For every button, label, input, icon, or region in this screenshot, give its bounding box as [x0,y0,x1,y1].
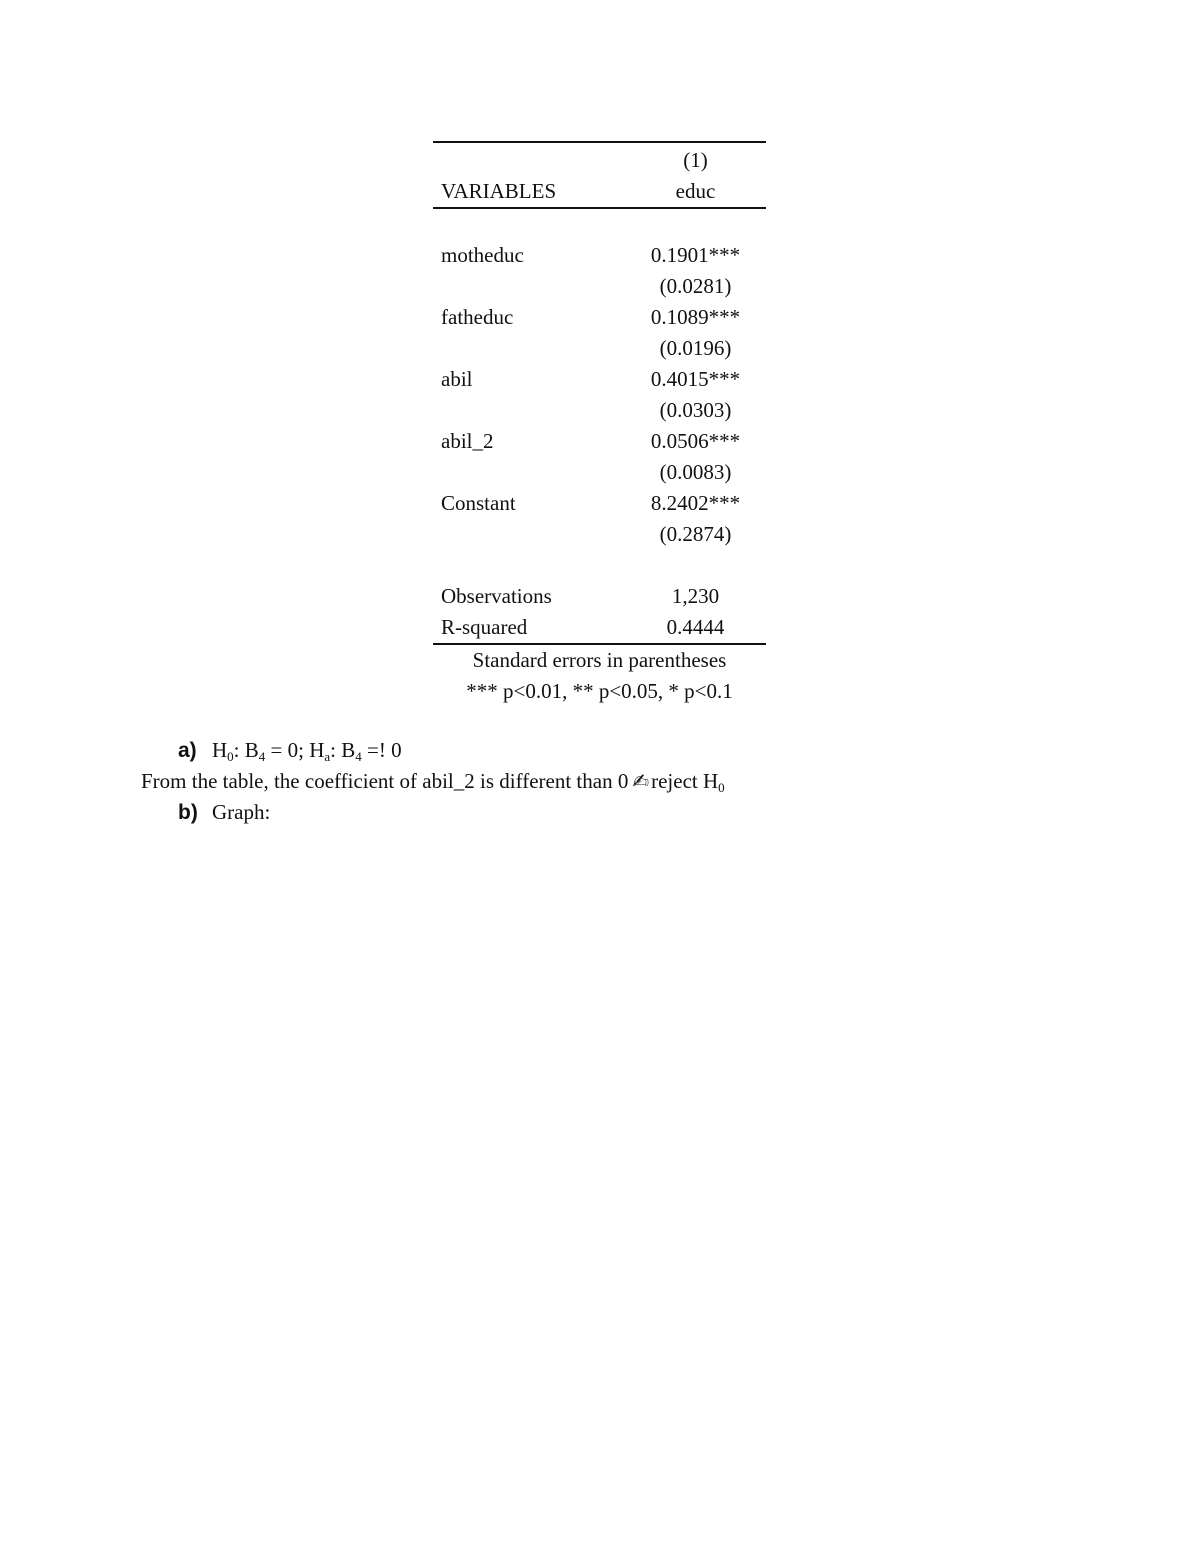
table-row-se [433,333,766,364]
graph-label: Graph: [212,800,271,824]
conclusion-subscript: 0 [718,780,725,795]
answer-b [178,797,270,828]
table-row [433,364,766,395]
variable-name: fatheduc [441,305,514,329]
standard-error: (0.0303) [659,398,732,422]
hypothesis-ha: $_a$: $B_4$ =! 0 [324,738,402,764]
hypothesis-h0: $H_0$: $B_4 = 0$; H [212,738,325,764]
table-row [433,488,766,519]
stat-label: R-squared [441,615,528,639]
standard-error: (0.0281) [659,274,732,298]
dependent-variable: educ [675,179,716,203]
variable-name: Constant [441,491,516,515]
table-row-se [433,395,766,426]
answer-b-letter: b) [178,801,198,824]
writing-hand-icon: ✍ [632,769,650,793]
answer-a-letter: a) [178,739,197,762]
header-row-names [433,176,766,207]
stat-row [433,581,766,612]
standard-error: (0.0196) [659,336,732,360]
standard-error: (0.0083) [659,460,732,484]
coefficient: 0.0506*** [650,429,741,453]
coefficient: 0.4015*** [650,367,741,391]
conclusion-text: From the table, the coefficient of abil_2 is different than 0 [141,769,629,793]
coefficient: 8.2402*** [650,491,741,515]
stat-label: Observations [441,584,552,608]
regression-table [433,141,766,707]
stat-value: 1,230 [671,584,720,608]
table-row-se [433,519,766,550]
answer-a [178,735,402,766]
stat-value: 0.4444 [666,615,725,639]
header-row-column-number [433,145,766,176]
answer-a-conclusion [141,766,725,797]
table-note: *** p<0.01, ** p<0.05, * p<0.1 [466,679,733,703]
variables-header: VARIABLES [441,179,557,203]
conclusion-end: reject H [651,769,719,793]
table-notes [433,645,766,707]
coefficient: 0.1089*** [650,305,741,329]
standard-error: (0.2874) [659,522,732,546]
table-row [433,426,766,457]
table-body [433,209,766,643]
table-note: Standard errors in parentheses [472,648,727,672]
column-number: (1) [683,148,708,172]
table-row [433,240,766,271]
table-row [433,302,766,333]
table-row-se [433,271,766,302]
variable-name: abil [441,367,473,391]
coefficient: 0.1901*** [650,243,741,267]
table-header [433,143,766,207]
variable-name: motheduc [441,243,524,267]
stat-row [433,612,766,643]
table-row-se [433,457,766,488]
variable-name: abil_2 [441,429,494,453]
